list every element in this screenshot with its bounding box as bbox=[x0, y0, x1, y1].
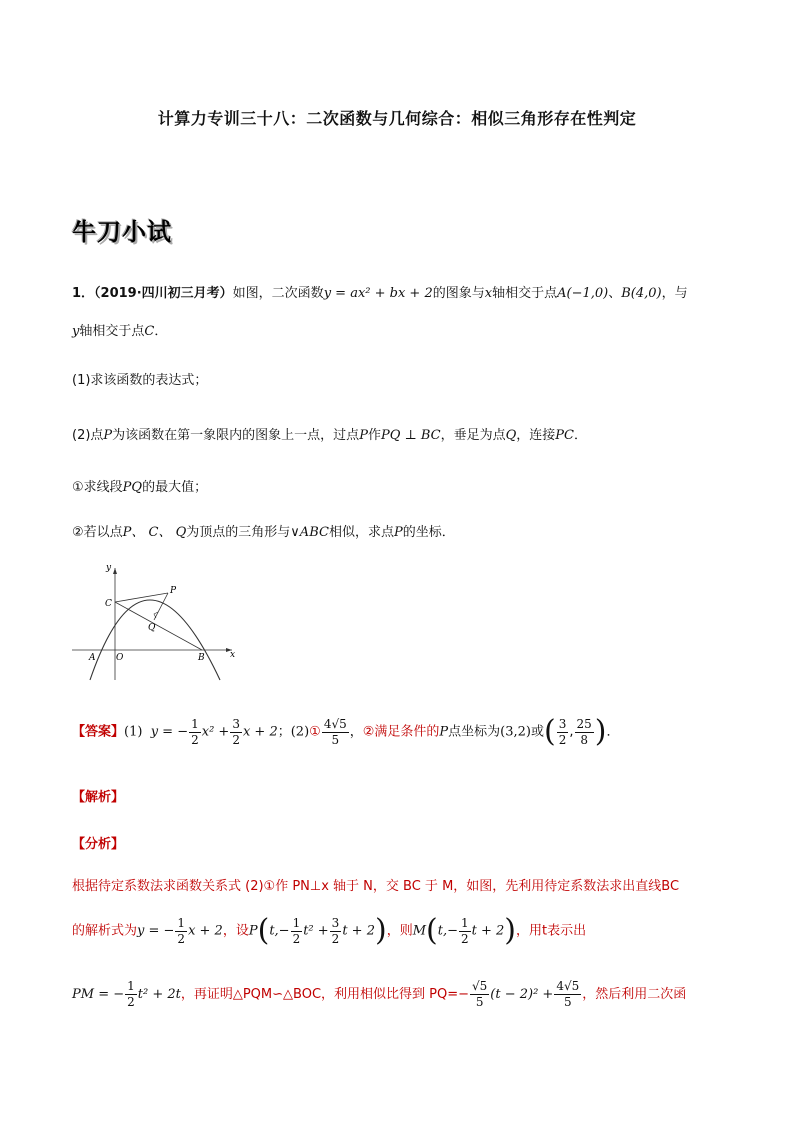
perpendicular-expression: PQ ⊥ BC bbox=[380, 428, 441, 443]
analysis-label: 【解析】 bbox=[72, 790, 125, 805]
problem-line-2 bbox=[72, 321, 734, 343]
fraction bbox=[575, 717, 594, 748]
problem-text: 相似，求点 bbox=[328, 525, 394, 540]
answer-point-1: (3,2) bbox=[500, 724, 531, 740]
separator: ， bbox=[349, 724, 363, 740]
fraction bbox=[554, 979, 581, 1010]
numerator: √5 bbox=[472, 979, 488, 993]
problem-text: 作 bbox=[367, 428, 381, 443]
problem-text: ，连接 bbox=[516, 428, 556, 443]
parabola-figure bbox=[70, 560, 240, 685]
numerator: 1 bbox=[127, 979, 135, 993]
label-o: O bbox=[116, 653, 124, 663]
y-axis-arrow bbox=[113, 568, 117, 574]
point-p: P bbox=[359, 428, 368, 443]
part-2 bbox=[72, 425, 734, 447]
denominator: 2 bbox=[292, 931, 301, 946]
problem-text: 轴相交于点 bbox=[492, 286, 558, 301]
problem-text: 轴相交于点 bbox=[79, 324, 145, 339]
answer-label: 【答案】 bbox=[72, 724, 125, 740]
answer-text: x² + bbox=[201, 724, 230, 740]
math-text: t + 2 bbox=[342, 923, 375, 939]
point-a: A(−1,0) bbox=[557, 286, 609, 301]
answer-text: 或 bbox=[531, 724, 545, 740]
answer-part-2: ；(2) bbox=[277, 724, 310, 740]
math-text: t² + bbox=[303, 923, 329, 939]
fraction bbox=[125, 979, 137, 1010]
problem-text: 的坐标． bbox=[402, 525, 455, 540]
analysis-text: ，再证明△PQM∽△BOC，利用相似比得到 PQ=− bbox=[180, 987, 470, 1002]
sub-question-2 bbox=[72, 522, 734, 544]
math-text: t,− bbox=[437, 923, 458, 939]
denominator: 8 bbox=[580, 732, 588, 747]
problem-text: ①求线段 bbox=[72, 480, 123, 495]
segment-pq bbox=[154, 593, 168, 620]
denominator: 2 bbox=[558, 732, 567, 747]
label-c: C bbox=[105, 599, 112, 609]
analysis-line-2: 的解析式为y = − $\frac{1}{2}$ x + 2，设P(t,− $\frac{1}{2}$ t² + $\frac{3}{2}$ t + 2)，则M(t,− $\frac{1}{2}$ t + 2)，用t表示出 bbox=[72, 913, 587, 948]
denominator: 2 bbox=[460, 931, 469, 946]
math-text: t + 2 bbox=[471, 923, 505, 939]
problem-number: 1． bbox=[72, 286, 95, 301]
math-text: t,− bbox=[269, 923, 290, 939]
problem-text: ②若以点 bbox=[72, 525, 123, 540]
math-text: PM = − bbox=[72, 987, 125, 1002]
segment-cp bbox=[115, 593, 168, 602]
numerator: 3 bbox=[558, 716, 567, 731]
numerator: 3 bbox=[331, 915, 340, 930]
analysis-line-3 bbox=[72, 978, 734, 1012]
parabola-curve bbox=[90, 600, 220, 680]
numerator: 1 bbox=[191, 716, 199, 731]
sub-question-1 bbox=[72, 477, 734, 499]
label-q: Q bbox=[148, 623, 156, 633]
function-expression: y = ax² + bx + 2 bbox=[323, 286, 433, 301]
answer-text: ②满足条件的 bbox=[362, 724, 440, 740]
answer-part-1: (1) bbox=[124, 724, 143, 740]
answer-line: 【答案】(1) y = − $\frac{1}{2}$ x² + $\frac{3}{2}$ x + 2；(2)① $\frac{4√5}{5}$ ，②满足条件的P点坐标为(3,2)或( $\frac{3}{2}$ , $\frac{25}{8}$ )． bbox=[72, 714, 620, 749]
answer-text: ① bbox=[309, 724, 321, 740]
label-y: y bbox=[106, 563, 112, 573]
denominator: 2 bbox=[191, 732, 199, 747]
denominator: 5 bbox=[331, 732, 340, 747]
period: ． bbox=[574, 428, 588, 443]
problem-text: (2)点 bbox=[72, 428, 104, 443]
problem-text: ，与 bbox=[661, 286, 688, 301]
label-p: P bbox=[170, 586, 177, 596]
x-symbol: x bbox=[484, 286, 493, 301]
answer-text: y = − bbox=[150, 724, 189, 740]
problem-text: ，垂足为点 bbox=[440, 428, 506, 443]
analysis-text: ，则 bbox=[386, 923, 413, 939]
analysis-text: ，然后利用二次函 bbox=[582, 987, 687, 1002]
numerator: 25 bbox=[576, 716, 592, 731]
fraction bbox=[230, 717, 242, 748]
denominator: 5 bbox=[563, 995, 572, 1009]
math-text: t² + 2t bbox=[137, 987, 181, 1002]
point-p: P bbox=[393, 525, 403, 540]
point-p: P bbox=[103, 428, 113, 443]
analysis-text: 的解析式为 bbox=[72, 923, 138, 939]
period: ． bbox=[154, 324, 168, 339]
problem-line-1 bbox=[72, 283, 734, 305]
denominator: 2 bbox=[232, 732, 240, 747]
section-title: 牛刀小试 bbox=[72, 218, 172, 246]
answer-text: x + 2 bbox=[242, 724, 278, 740]
fraction bbox=[459, 916, 471, 947]
point-p: P bbox=[439, 724, 449, 740]
y-symbol: y bbox=[72, 324, 80, 339]
denominator: 2 bbox=[127, 995, 135, 1009]
point-b: B(4,0) bbox=[621, 286, 662, 301]
point-p: P bbox=[248, 923, 258, 939]
denominator: 5 bbox=[475, 995, 484, 1009]
numerator: 4√5 bbox=[323, 716, 347, 731]
fraction bbox=[189, 717, 201, 748]
problem-text: 的图象与 bbox=[432, 286, 485, 301]
label-b: B bbox=[198, 653, 205, 663]
numerator: 4√5 bbox=[556, 979, 580, 993]
fraction bbox=[291, 916, 303, 947]
label-a: A bbox=[89, 653, 96, 663]
denominator: 2 bbox=[331, 931, 340, 946]
numerator: 1 bbox=[177, 915, 186, 930]
segment-pq: PQ bbox=[122, 480, 143, 495]
point-c: C bbox=[144, 324, 155, 339]
analysis-line-1: 根据待定系数法求函数关系式 (2)①作 PN⊥x 轴于 N，交 BC 于 M，如图，先利用待定系数法求出直线BC bbox=[72, 879, 680, 894]
problem-text: 如图，二次函数 bbox=[232, 286, 324, 301]
fraction bbox=[330, 916, 342, 947]
vertex-list: P、 C、 Q bbox=[122, 525, 187, 540]
problem-text: 的最大值； bbox=[142, 480, 208, 495]
problem-source: （2019·四川初三月考） bbox=[94, 286, 233, 301]
analysis-text: ，设 bbox=[222, 923, 249, 939]
denominator: 2 bbox=[177, 931, 186, 946]
answer-text: 点坐标为 bbox=[448, 724, 501, 740]
point-q: Q bbox=[505, 428, 517, 443]
point-m: M bbox=[412, 923, 427, 939]
segment-pc: PC bbox=[555, 428, 574, 443]
separator: 、 bbox=[608, 286, 622, 301]
problem-text: 为顶点的三角形与 bbox=[186, 525, 291, 540]
period: ． bbox=[606, 724, 620, 740]
page-title: 计算力专训三十八：二次函数与几何综合：相似三角形存在性判定 bbox=[157, 109, 637, 128]
numerator: 1 bbox=[460, 915, 469, 930]
triangle-abc: ∨ABC bbox=[290, 525, 329, 540]
part-1: (1)求该函数的表达式； bbox=[72, 373, 208, 388]
analysis-text: ，用t表示出 bbox=[516, 923, 587, 939]
fraction bbox=[175, 916, 187, 947]
math-text: (t − 2)² + bbox=[490, 987, 554, 1002]
problem-text: 为该函数在第一象限内的图象上一点，过点 bbox=[112, 428, 360, 443]
fenxi-label: 【分析】 bbox=[72, 837, 125, 852]
fraction bbox=[557, 717, 569, 748]
numerator: 3 bbox=[232, 716, 240, 731]
math-text: y = − bbox=[137, 923, 175, 939]
fraction bbox=[470, 979, 489, 1010]
label-x: x bbox=[230, 650, 236, 660]
numerator: 1 bbox=[292, 915, 301, 930]
fraction bbox=[322, 717, 349, 748]
math-text: x + 2 bbox=[188, 923, 223, 939]
